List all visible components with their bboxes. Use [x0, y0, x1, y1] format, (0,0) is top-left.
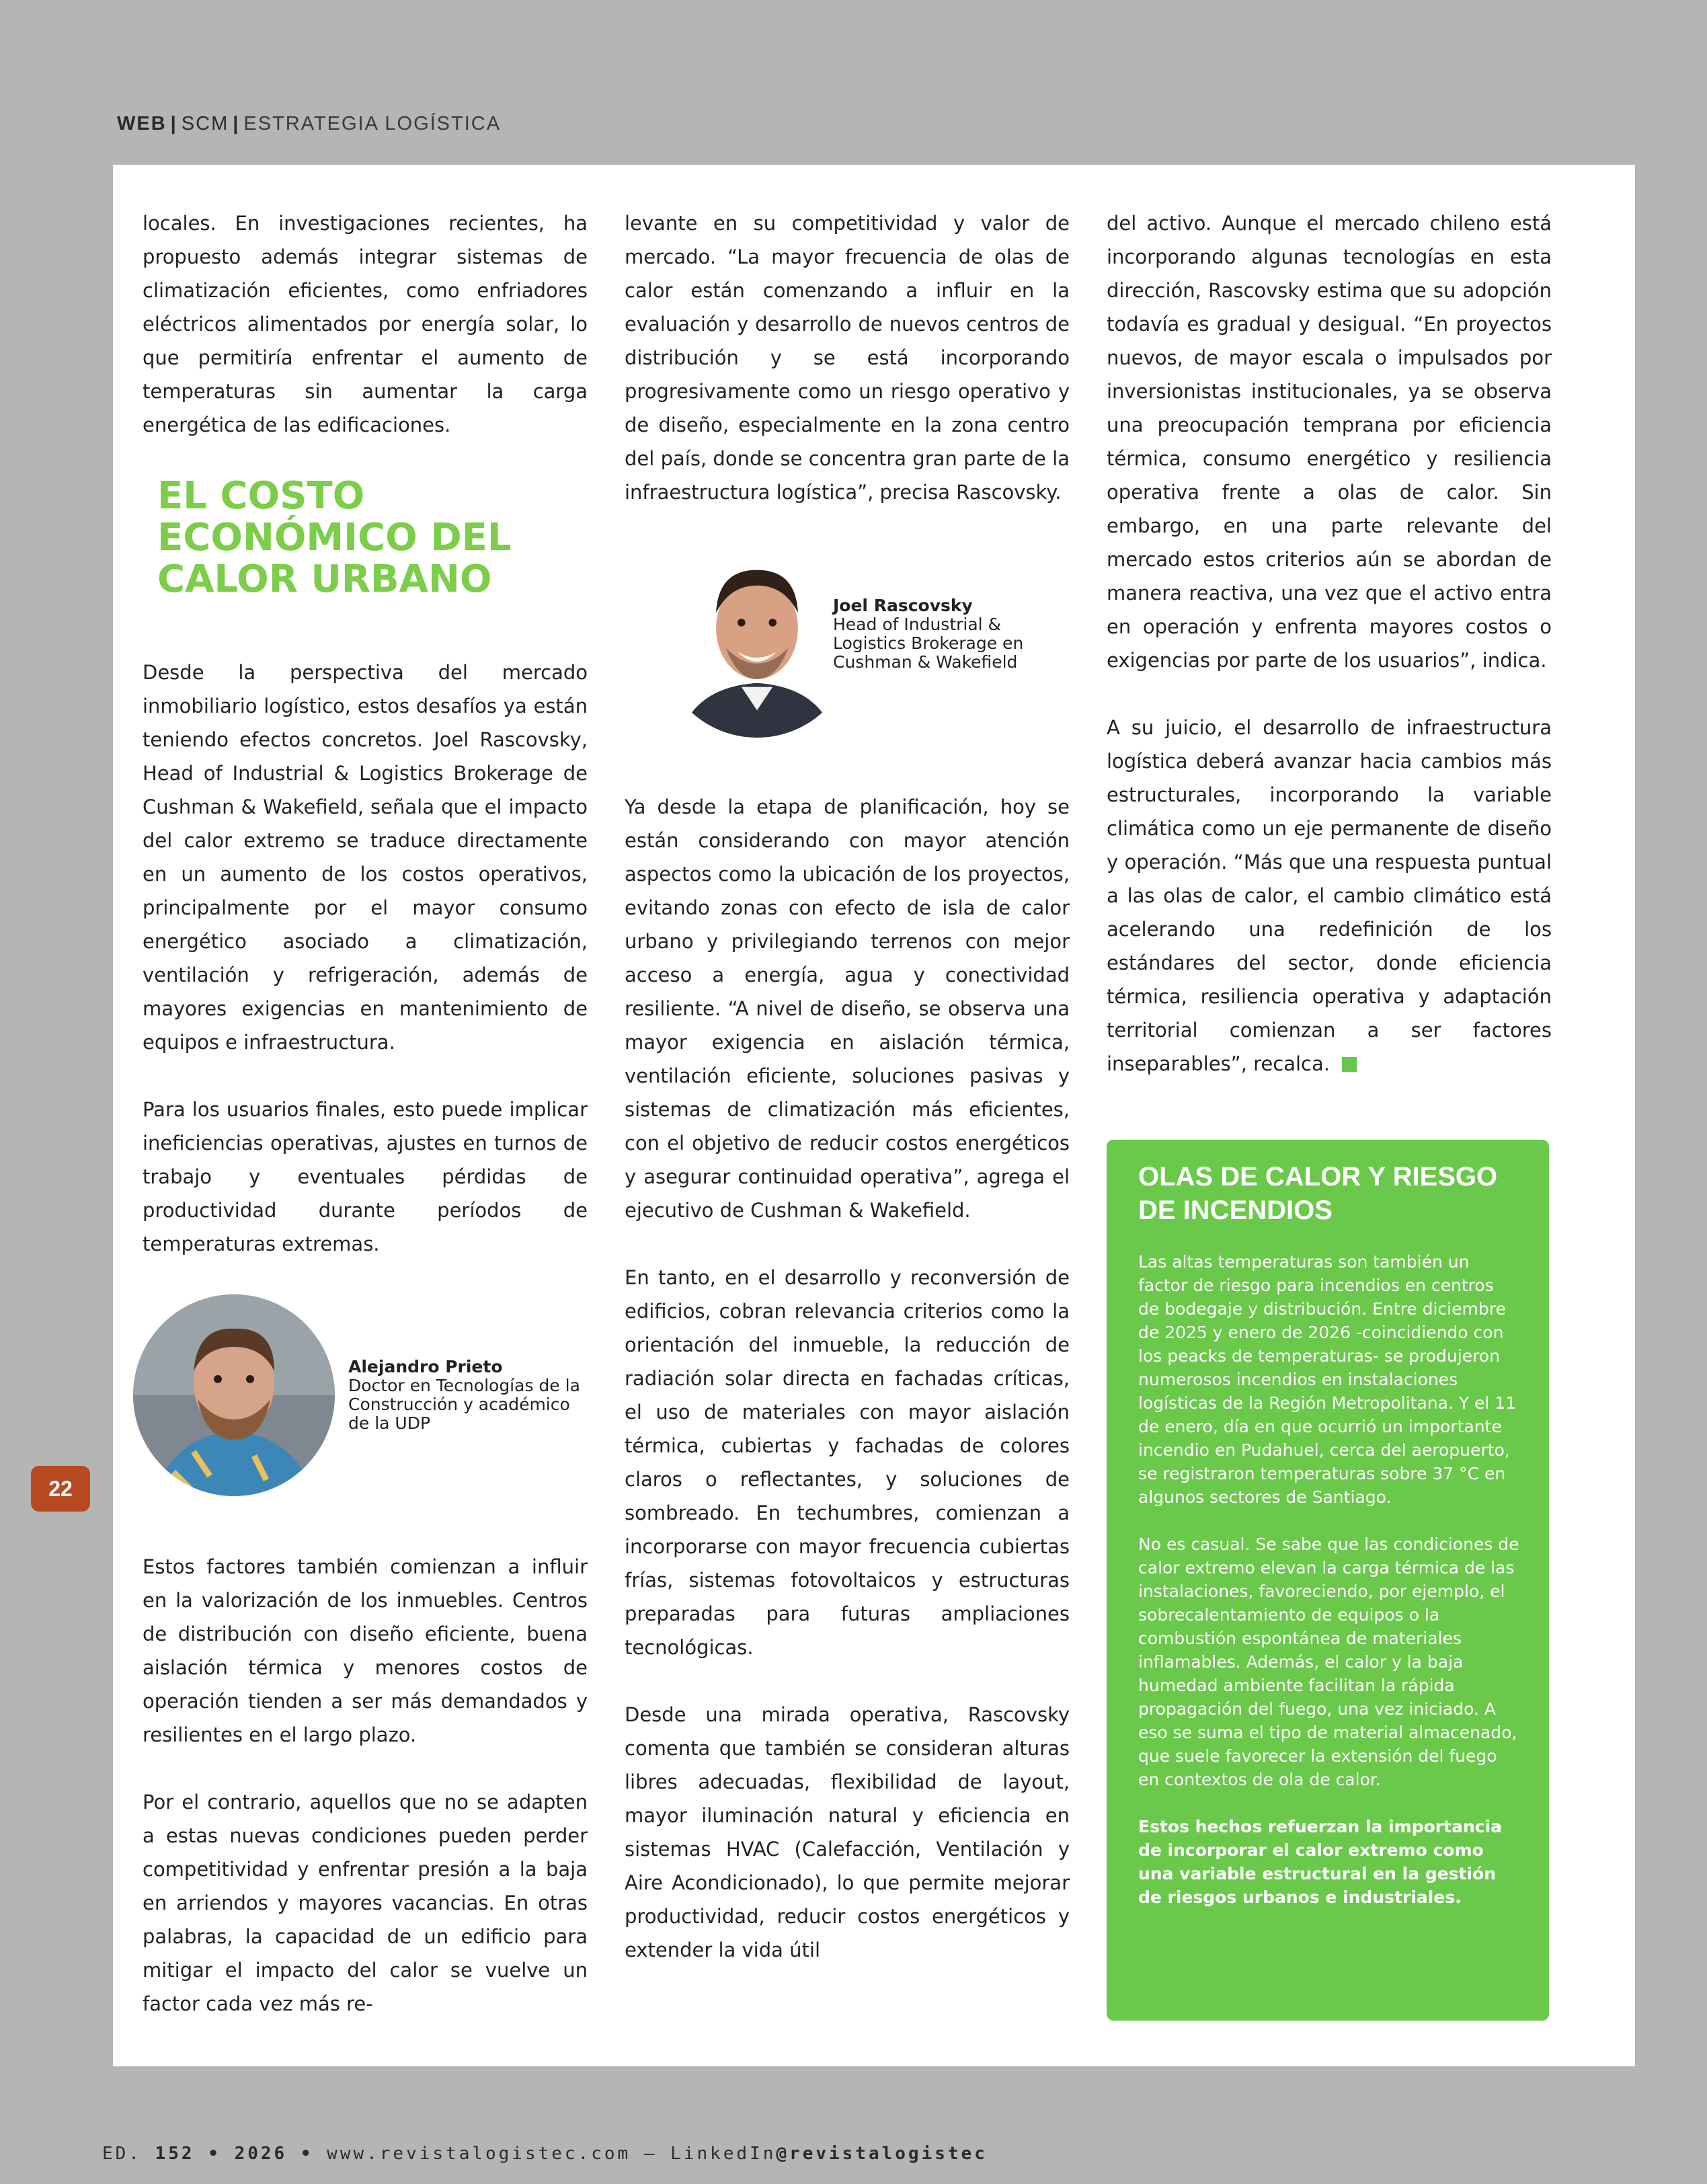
- section-header: WEB | SCM | ESTRATEGIA LOGÍSTICA: [117, 113, 502, 134]
- paragraph: locales. En investigaciones recientes, ha propuesto además integrar sistemas de climatización eficientes, como enfriadores eléctricos alimentados por energía solar, lo que permitiría enfrentar el aumento de temperaturas sin aumentar la carga energética de las edificaciones.: [143, 212, 588, 436]
- avatar-photo: [660, 543, 855, 738]
- paragraph: Desde la perspectiva del mercado inmobiliario logístico, estos desafíos ya están teniendo efectos concretos. Joel Rascovsky, Head of Industrial & Logistics Brokerage de Cushman & Wakefield, señala que el impacto del calor extremo se traduce directamente en un aumento de los costos operativos, principalmente por el mayor consumo energético asociado a climatización, ventilación y refrigeración, además de mayores exigencias en mantenimiento de equipos e infraestructura.: [143, 661, 588, 1054]
- paragraph: En tanto, en el desarrollo y reconversión de edificios, cobran relevancia criterios como la orientación del inmueble, la reducción de radiación solar directa en fachadas críticas, el uso de materiales con mayor aislación térmica, cubiertas y fachadas de colores claros o reflectantes, y soluciones de sombreado. En techumbres, comienzan a incorporarse con mayor frecuencia cubiertas frías, sistemas fotovoltaicos y estructuras preparadas para futuras ampliaciones tecnológicas.: [625, 1266, 1070, 1659]
- profile-alejandro-prieto: [143, 1294, 588, 1496]
- paragraph: Por el contrario, aquellos que no se adapten a estas nuevas condiciones pueden perder competitividad y enfrentar presión a la baja en arriendos y mayores vacancias. En otras palabras, la capacidad de un edificio para mitigar el impacto del calor se vuelve un factor cada vez más re-: [143, 1791, 588, 2015]
- paragraph: Ya desde la etapa de planificación, hoy se están considerando con mayor atención aspectos como la ubicación de los proyectos, evitando zonas con efecto de isla de calor urbano y privilegiando terrenos con mejor acceso a energía, agua y conectividad resiliente. “A nivel de diseño, se observa una mayor exigencia en aislación térmica, ventilación eficiente, soluciones pasivas y sistemas de climatización más eficientes, con el objetivo de reducir costos energéticos y asegurar continuidad operativa”, agrega el ejecutivo de Cushman & Wakefield.: [625, 795, 1070, 1222]
- header-web: WEB: [117, 113, 167, 134]
- end-of-article-icon: [1342, 1057, 1357, 1072]
- paragraph: del activo. Aunque el mercado chileno está incorporando algunas tecnologías en esta dirección, Rascovsky estima que su adopción todavía es gradual y desigual. “En proyectos nuevos, de mayor escala o impulsados por inversionistas institucionales, ya se observa una preocupación temprana por eficiencia térmica, consumo energético y resiliencia operativa frente a olas de calor. Sin embargo, en una parte relevante del mercado estos criterios aún se abordan de manera reactiva, una vez que el activo entra en operación y enfrenta mayores costos o exigencias por parte de los usuarios”, indica.: [1107, 212, 1552, 672]
- profile-caption: Joel Rascovsky Head of Industrial & Logistics Brokerage en Cushman & Wakefield: [833, 596, 1024, 672]
- profile-joel-rascovsky: [625, 543, 1070, 738]
- avatar-photo: [133, 1294, 335, 1496]
- header-scm: SCM: [181, 113, 229, 134]
- paragraph: Estos factores también comienzan a influir en la valorización de los inmuebles. Centros de distribución con diseño eficiente, buena aislación térmica y menores costos de operación tienden a ser más demandados y resilientes en el largo plazo.: [143, 1555, 588, 1746]
- portrait-image: [660, 543, 855, 738]
- section-title: EL COSTO ECONÓMICO DEL CALOR URBANO: [157, 474, 512, 601]
- article-panel: [113, 165, 1635, 2066]
- portrait-image: [133, 1294, 335, 1496]
- sidebar-box: [1107, 1140, 1549, 2021]
- sidebar-conclusion: Estos hechos refuerzan la importancia de incorporar el calor extremo como una variable estructural en la gestión de riesgos urbanos e industriales.: [1138, 1817, 1503, 1907]
- header-category: ESTRATEGIA LOGÍSTICA: [243, 113, 502, 134]
- paragraph: A su juicio, el desarrollo de infraestructura logística deberá avanzar hacia cambios más estructurales, incorporando la variable climática como un eje permanente de diseño y operación. “Más que una respuesta puntual a las olas de calor, el cambio climático está acelerando una redefinición de los estándares del sector, donde eficiencia térmica, resiliencia operativa y adaptación territorial comienzan a ser factores inseparables”, recalca.: [1107, 716, 1552, 1075]
- profile-name: Alejandro Prieto: [348, 1357, 503, 1376]
- profile-caption: Alejandro Prieto Doctor en Tecnologías de la Construcción y académico de la UDP: [348, 1357, 580, 1433]
- website-link[interactable]: www.revistalogistec.com: [327, 2144, 631, 2164]
- sidebar-paragraph: No es casual. Se sabe que las condiciones de calor extremo elevan la carga térmica de las instalaciones, favoreciendo, por ejemplo, el sobrecalentamiento de equipos o la combustión espontánea de materiales inflamables. Además, el calor y la baja humedad ambiente facilitan la rápida propagación del fuego, una vez iniciado. A eso se suma el tipo de material almacenado, que suele favorecer la extensión del fuego en contextos de ola de calor.: [1138, 1534, 1519, 1789]
- linkedin-label: LinkedIn: [670, 2144, 777, 2164]
- page-number-badge: 22: [31, 1466, 90, 1512]
- page-footer: ED. 152 • 2026 • www.revistalogistec.com – LinkedIn@revistalogistec: [102, 2144, 988, 2164]
- profile-name: Joel Rascovsky: [833, 596, 973, 615]
- issue-number: 152: [155, 2144, 195, 2164]
- sidebar-paragraph: Las altas temperaturas son también un factor de riesgo para incendios en centros de bodegaje y distribución. Entre diciembre de 2025 y enero de 2026 -coincidiendo con los peacks de temperaturas- se produjeron numerosos incendios en instalaciones logísticas de la Región Metropolitana. Y el 11 de enero, día en que ocurrió un importante incendio en Pudahuel, cerca del aeropuerto, se registraron temperaturas sobre 37 °C en algunos sectores de Santiago.: [1138, 1252, 1517, 1507]
- article-column-1: [143, 206, 588, 2054]
- issue-year: 2026: [234, 2144, 288, 2164]
- linkedin-handle-link[interactable]: @revistalogistec: [776, 2144, 988, 2164]
- article-column-3: [1107, 206, 1552, 1114]
- sidebar-title: OLAS DE CALOR Y RIESGO DE INCENDIOS: [1138, 1162, 1498, 1225]
- paragraph: levante en su competitividad y valor de mercado. “La mayor frecuencia de olas de calor están comenzando a influir en la evaluación y desarrollo de nuevos centros de distribución y se está incorporando progresivamente como un riesgo operativo y de diseño, especialmente en la zona centro del país, donde se concentra gran parte de la infraestructura logística”, precisa Rascovsky.: [625, 212, 1070, 504]
- paragraph: Desde una mirada operativa, Rascovsky comenta que también se consideran alturas libres adecuadas, flexibilidad de layout, mayor iluminación natural y eficiencia en sistemas HVAC (Calefacción, Ventilación y Aire Acondicionado), lo que permite mejorar productividad, reducir costos energéticos y extender la vida útil: [625, 1703, 1070, 1961]
- article-column-2: [625, 206, 1070, 2000]
- paragraph: Para los usuarios finales, esto puede implicar ineficiencias operativas, ajustes en turnos de trabajo y eventuales pérdidas de productividad durante períodos de temperaturas extremas.: [143, 1098, 588, 1255]
